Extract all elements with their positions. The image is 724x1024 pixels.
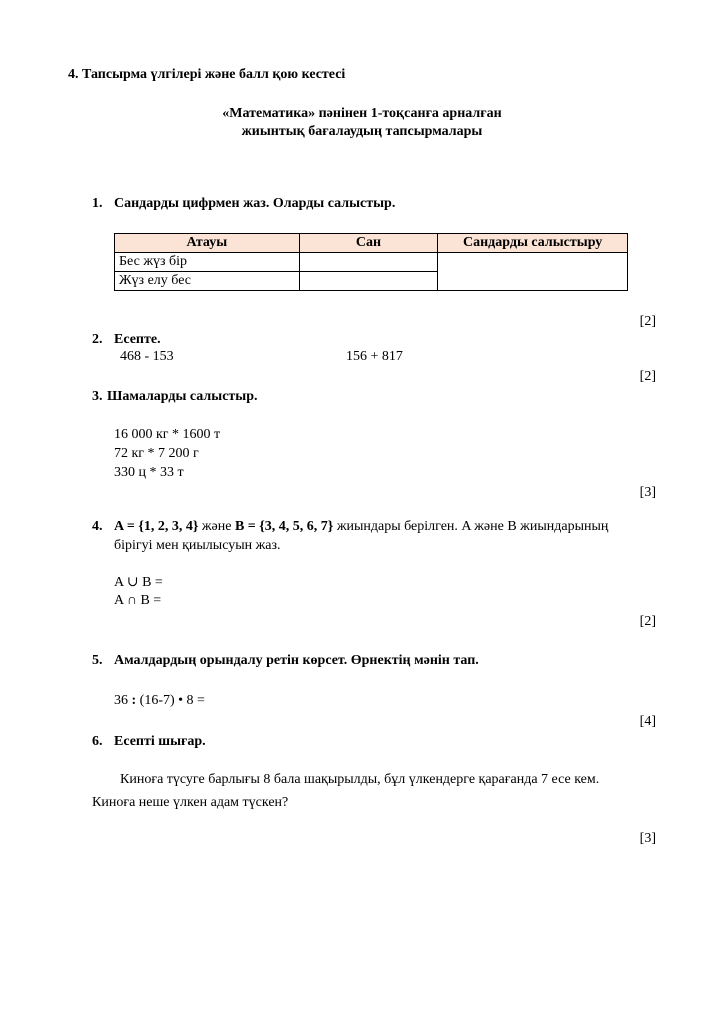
question-1-score: [2] [639,314,656,329]
table-cell-number [299,272,438,291]
and-word: және [198,519,235,534]
section-title: 4. Тапсырма үлгілері және балл қою кестесі [68,67,346,82]
comparison-line: 16 000 кг * 1600 т [114,427,221,442]
question-4-rest: жиындары берілген. A және B жиындарының [333,519,609,534]
comparison-line: 330 ц * 33 т [114,465,184,480]
question-3-text: Шамаларды салыстыр. [107,389,258,404]
document-subtitle-line1: «Математика» пәнінен 1-тоқсанға арналған [222,106,502,121]
table-cell-name: Жүз елу бес [115,272,300,291]
question-4-number: 4. [92,519,103,534]
question-5-text: Амалдардың орындалу ретін көрсет. Өрнектің мәнін тап. [114,653,479,668]
question-3-number: 3. [92,389,103,404]
union-line: A ∪ B = [114,575,163,590]
question-6-text: Есепті шығар. [114,734,206,749]
question-4-text [114,519,608,535]
table-header-cell: Атауы [115,234,300,253]
table-header-row [115,234,628,253]
expression-part-a: 36 [114,693,132,708]
table-header-cell: Сандарды салыстыру [438,234,628,253]
comparison-table [114,233,628,291]
expression-1: 468 - 153 [120,349,174,364]
table-cell-comparison [438,253,628,291]
table-cell-name: Бес жүз бір [115,253,300,272]
intersection-line: A ∩ B = [114,593,162,608]
expression-part-b: (16-7) • 8 = [136,693,205,708]
table-row [115,253,628,272]
problem-line-1: Киноға түсуге барлығы 8 бала шақырылды, бұл үлкендерге қарағанда 7 есе кем. [120,772,600,787]
set-a: A = {1, 2, 3, 4} [114,519,199,534]
problem-line-2: Киноға неше үлкен адам түскен? [92,795,289,810]
question-5-number: 5. [92,653,103,668]
question-5-score: [4] [639,714,656,729]
document-subtitle-line2: жиынтық бағалаудың тапсырмалары [241,124,483,139]
table-cell-number [299,253,438,272]
division-colon: : [131,693,137,708]
question-1-number: 1. [92,196,103,211]
question-1-text: Сандарды цифрмен жаз. Оларды салыстыр. [114,196,396,211]
table-header-cell: Сан [299,234,438,253]
question-4-score: [2] [639,614,656,629]
question-2-text: Есепте. [114,332,161,347]
expression-order [114,693,205,709]
question-6-score: [3] [639,831,656,846]
question-2-number: 2. [92,332,103,347]
question-3-score: [3] [639,485,656,500]
question-6-number: 6. [92,734,103,749]
question-2-score: [2] [639,369,656,384]
expression-2: 156 + 817 [346,349,403,364]
comparison-line: 72 кг * 7 200 г [114,446,199,461]
set-b: B = {3, 4, 5, 6, 7} [234,519,334,534]
question-4-line2: бірігуі мен қиылысуын жаз. [114,538,281,553]
